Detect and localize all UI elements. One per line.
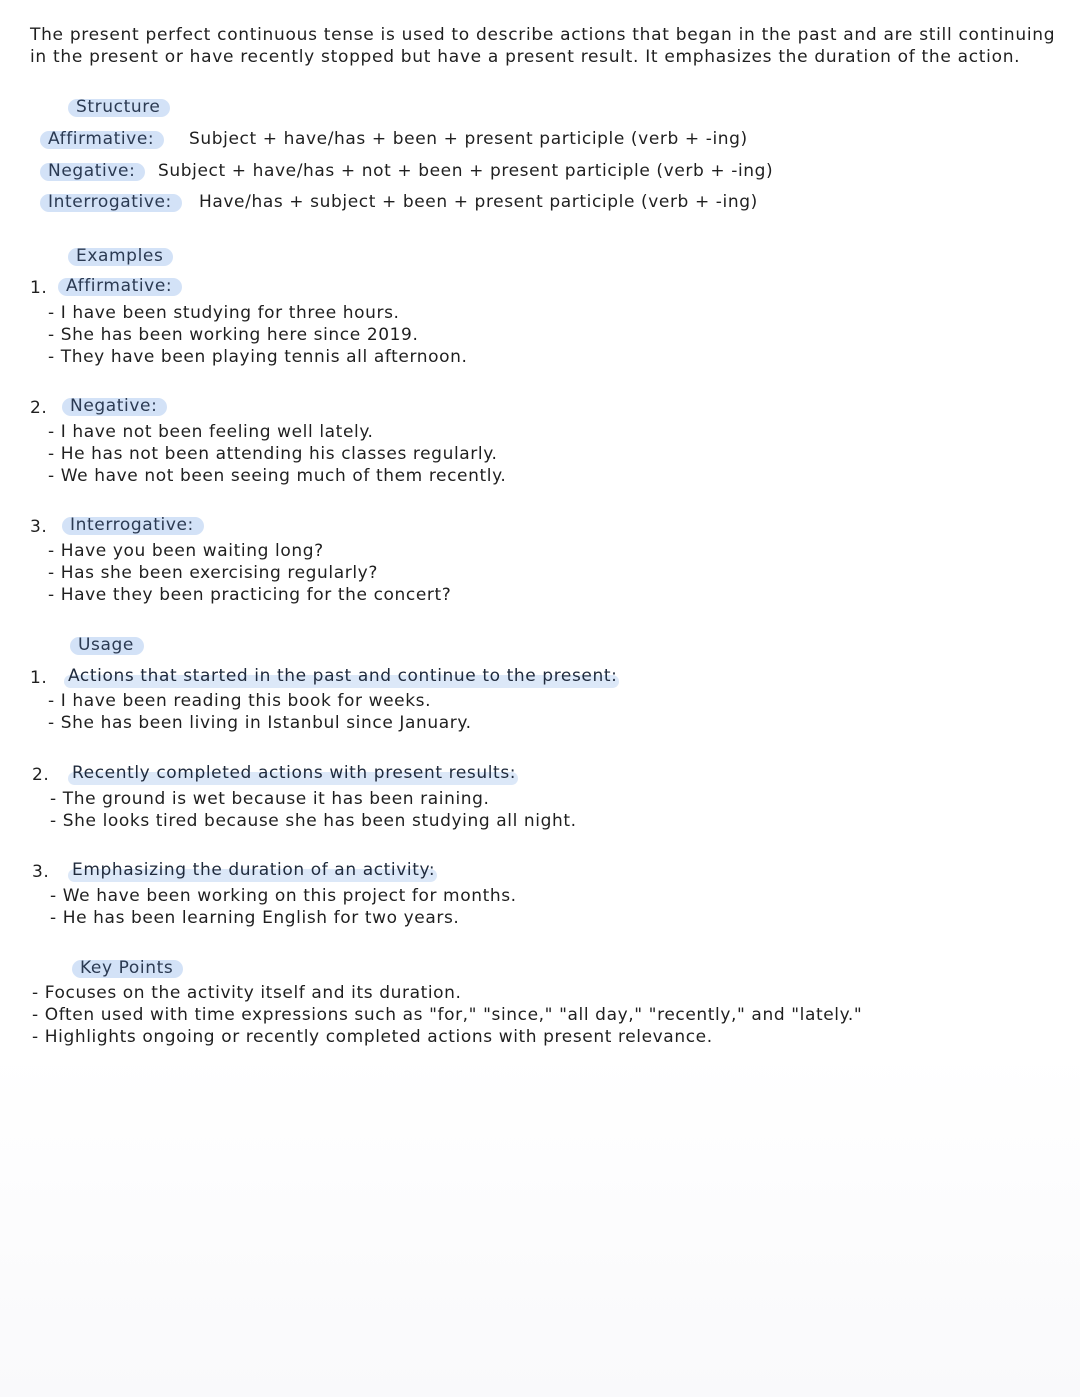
list-item: - The ground is wet because it has been raining. bbox=[50, 789, 490, 809]
list-item: - I have been reading this book for weeks. bbox=[48, 691, 432, 711]
structure-formula-interrogative: Have/has + subject + been + present participle (verb + -ing) bbox=[199, 192, 758, 212]
usage-item-1-label: Actions that started in the past and continue to the present: bbox=[68, 666, 618, 686]
list-item: - We have been working on this project for months. bbox=[50, 886, 517, 906]
list-number: 2. bbox=[32, 765, 50, 785]
structure-row-affirmative bbox=[42, 129, 160, 149]
structure-formula-affirmative: Subject + have/has + been + present participle (verb + -ing) bbox=[189, 129, 748, 149]
structure-formula-negative: Subject + have/has + not + been + present participle (verb + -ing) bbox=[158, 161, 774, 181]
list-item: - She has been working here since 2019. bbox=[48, 325, 419, 345]
usage-item-2-label: Recently completed actions with present results: bbox=[72, 763, 517, 783]
list-number: 1. bbox=[30, 278, 48, 298]
intro-line-1: The present perfect continuous tense is used to describe actions that began in the past and are still continuing bbox=[30, 25, 1056, 45]
list-item: - I have not been feeling well lately. bbox=[48, 422, 374, 442]
structure-row-negative bbox=[42, 161, 141, 181]
intro-line-2: in the present or have recently stopped but have a present result. It emphasizes the duration of the action. bbox=[30, 47, 1021, 67]
structure-heading: Structure bbox=[70, 97, 166, 117]
list-item: - Often used with time expressions such as "for," "since," "all day," "recently," and "lately." bbox=[32, 1005, 863, 1025]
list-number: 3. bbox=[30, 517, 48, 537]
list-number: 1. bbox=[30, 668, 48, 688]
key-points-heading: Key Points bbox=[74, 958, 179, 978]
usage-heading: Usage bbox=[72, 635, 140, 655]
intro-paragraph bbox=[30, 24, 1060, 68]
list-item: - Focuses on the activity itself and its duration. bbox=[32, 983, 462, 1003]
list-number: 3. bbox=[32, 862, 50, 882]
list-item: - I have been studying for three hours. bbox=[48, 303, 400, 323]
list-number: 2. bbox=[30, 398, 48, 418]
examples-affirmative-label: Affirmative: bbox=[60, 276, 178, 296]
list-item: - Have they been practicing for the concert? bbox=[48, 585, 452, 605]
examples-negative-label: Negative: bbox=[64, 396, 163, 416]
examples-interrogative-label: Interrogative: bbox=[64, 515, 200, 535]
list-item: - Have you been waiting long? bbox=[48, 541, 324, 561]
structure-label: Negative: bbox=[42, 161, 141, 181]
usage-item-3-label: Emphasizing the duration of an activity: bbox=[72, 860, 436, 880]
examples-heading: Examples bbox=[70, 246, 169, 266]
list-item: - He has been learning English for two years. bbox=[50, 908, 460, 928]
list-item: - Has she been exercising regularly? bbox=[48, 563, 378, 583]
list-item: - Highlights ongoing or recently completed actions with present relevance. bbox=[32, 1027, 713, 1047]
list-item: - She looks tired because she has been studying all night. bbox=[50, 811, 577, 831]
list-item: - We have not been seeing much of them recently. bbox=[48, 466, 507, 486]
list-item: - He has not been attending his classes regularly. bbox=[48, 444, 498, 464]
list-item: - They have been playing tennis all afternoon. bbox=[48, 347, 468, 367]
list-item: - She has been living in Istanbul since January. bbox=[48, 713, 472, 733]
structure-label: Interrogative: bbox=[42, 192, 178, 212]
structure-label: Affirmative: bbox=[42, 129, 160, 149]
structure-row-interrogative bbox=[42, 192, 178, 212]
